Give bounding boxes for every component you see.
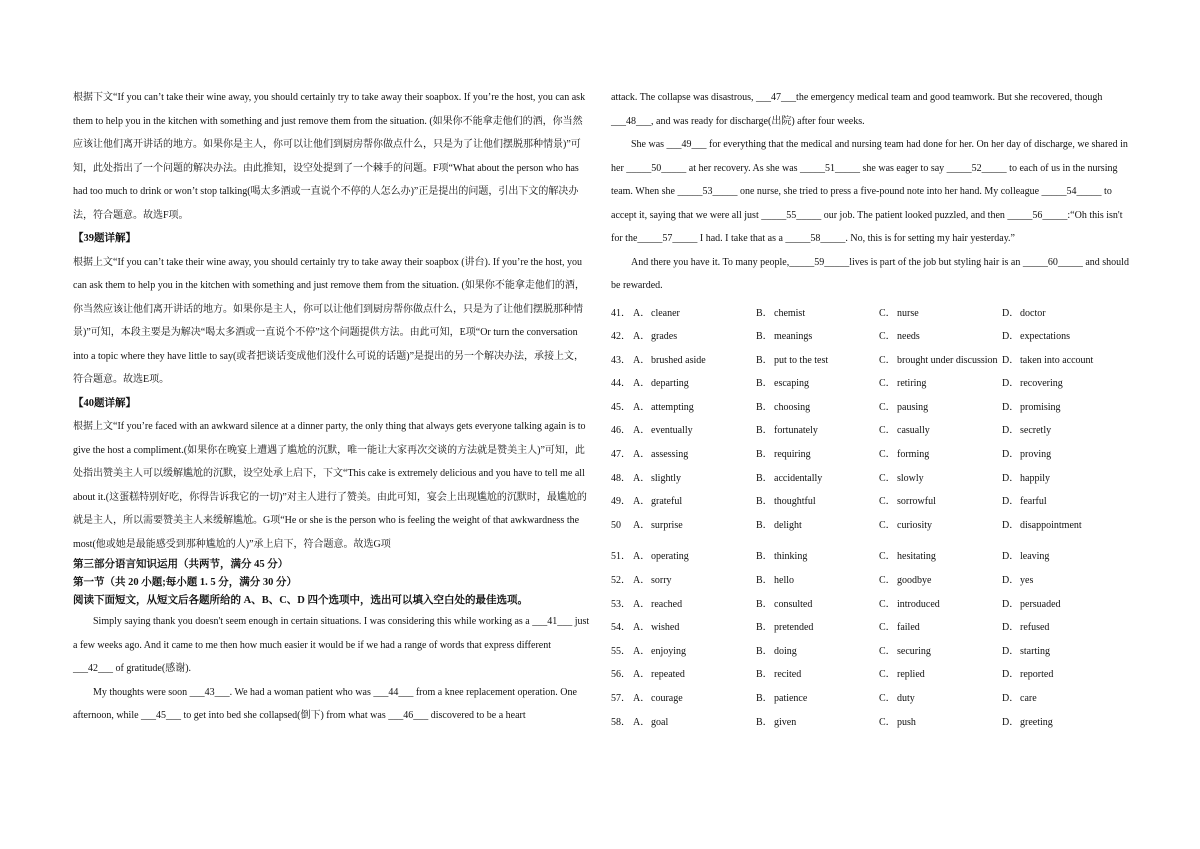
option-b	[756, 640, 879, 664]
option-letter: D．	[1002, 598, 1020, 610]
option-b	[756, 545, 879, 569]
option-letter: A．	[633, 693, 651, 704]
option-letter: B．	[756, 693, 773, 704]
option-c	[879, 663, 1002, 687]
option-text: cleaner	[651, 307, 680, 319]
option-a	[633, 593, 756, 617]
option-text: goal	[651, 716, 669, 728]
explanation-38: 根据下文“If you can’t take their wine away, you should certainly try to take away their soapbox. If you’re the host, you can ask them to help you in the kitchen with something and just remove them from the situation. (如果你不能拿走他们的酒，你当然应该让他们离开讲话的地方。如果你是主人，你可以让他们到厨房帮你做点什么，只是为了让他们摆脱那种情景)”可知，此处指出了一个问题的解决办法。由此推知，设空处提到了一个棘手的问题。F项“What about the person who has had too much to drink or won’t stop talking(喝太多酒或一直说个不停的人怎么办)”正是提出的问题，引出下文的解决办法，符合题意。故选F项。	[73, 92, 586, 221]
question-number: 44．	[611, 378, 631, 390]
option-row	[611, 372, 1131, 396]
option-row	[611, 687, 1131, 711]
option-text: brushed aside	[651, 354, 706, 366]
option-text: needs	[897, 331, 920, 343]
question-number: 43．	[611, 354, 631, 366]
option-letter: D．	[1002, 449, 1020, 461]
option-letter: B．	[756, 519, 773, 531]
option-a	[633, 396, 756, 420]
option-letter: C．	[879, 425, 896, 437]
option-row	[611, 325, 1131, 349]
option-letter: A．	[633, 622, 651, 634]
option-letter: B．	[756, 496, 773, 508]
option-a	[633, 514, 756, 538]
option-text: recited	[774, 669, 802, 681]
option-d	[1002, 663, 1125, 687]
passage-paragraph-4: She was ___49___ for everything that the medical and nursing team had done for her. On her day of discharge, we shared in her _____50_____ at her recovery. As she was _____51_____ she was eager to say _____52_____ to each of us in the nursing team. When she _____53_____ one nurse, she tried to press a five-pound note into her hand. My colleague _____54_____ to accept it, saying that we were all just _____55_____ our job. The patient looked puzzled, and then _____56_____:“Oh this isn't for the_____57_____ I had. I take that as a _____58_____. No, this is for setting my hair yesterday.”	[611, 139, 1128, 244]
option-b	[756, 490, 879, 514]
option-letter: C．	[879, 716, 896, 728]
option-text: curiosity	[897, 519, 932, 531]
option-c	[879, 349, 1002, 373]
option-text: recovering	[1020, 378, 1063, 390]
option-d	[1002, 593, 1125, 617]
option-text: patience	[774, 693, 808, 704]
option-text: put to the test	[774, 354, 829, 366]
question-number: 55．	[611, 645, 631, 657]
option-letter: A．	[633, 575, 651, 587]
option-c	[879, 372, 1002, 396]
option-c	[879, 687, 1002, 711]
option-b	[756, 467, 879, 491]
option-c	[879, 616, 1002, 640]
option-a	[633, 302, 756, 326]
option-text: yes	[1020, 575, 1034, 587]
option-d	[1002, 419, 1125, 443]
option-letter: C．	[879, 622, 896, 634]
option-d	[1002, 640, 1125, 664]
option-d	[1002, 396, 1125, 420]
option-a	[633, 640, 756, 664]
question-number: 56．	[611, 669, 631, 681]
option-a	[633, 325, 756, 349]
option-d	[1002, 514, 1125, 538]
option-text: slowly	[897, 472, 924, 484]
question-number: 58．	[611, 716, 631, 728]
question-number: 57．	[611, 693, 631, 704]
option-d	[1002, 490, 1125, 514]
option-letter: C．	[879, 401, 896, 413]
option-letter: B．	[756, 645, 773, 657]
option-text: replied	[897, 669, 925, 681]
heading-40: 【40题详解】	[73, 397, 136, 409]
option-a	[633, 490, 756, 514]
option-text: persuaded	[1020, 598, 1061, 610]
option-a	[633, 349, 756, 373]
question-number: 49．	[611, 496, 631, 508]
option-b	[756, 687, 879, 711]
option-a	[633, 467, 756, 491]
part-title: 第一节（共 20 小题;每小题 1. 5 分，满分 30 分）	[73, 577, 297, 588]
option-letter: C．	[879, 378, 896, 390]
options-spacer	[611, 537, 1131, 545]
question-number: 45．	[611, 401, 631, 413]
option-text: sorrowful	[897, 496, 936, 508]
option-a	[633, 443, 756, 467]
option-c	[879, 593, 1002, 617]
option-letter: B．	[756, 575, 773, 587]
option-b	[756, 349, 879, 373]
option-text: operating	[651, 551, 689, 563]
passage-paragraph-2: My thoughts were soon ___43___. We had a woman patient who was ___44___ from a knee replacement operation. One afternoon, while ___45___ to get into bed she collapsed(倒下) from what was ___46___ discovered to be a heart	[73, 686, 577, 721]
option-letter: A．	[633, 425, 651, 437]
option-text: proving	[1020, 449, 1052, 461]
question-number: 52．	[611, 575, 631, 587]
options-list	[611, 302, 1131, 735]
option-text: refused	[1020, 622, 1050, 634]
option-row	[611, 616, 1131, 640]
option-a	[633, 372, 756, 396]
option-row	[611, 419, 1131, 443]
option-letter: B．	[756, 331, 773, 343]
option-text: duty	[897, 693, 915, 704]
option-text: thinking	[774, 551, 808, 563]
option-text: courage	[651, 693, 683, 704]
option-b	[756, 443, 879, 467]
passage-paragraph-1: Simply saying thank you doesn't seem enough in certain situations. I was considering this while working as a ___41___ just a few weeks ago. And it came to me then how much easier it would be if we had a range of words that express different ___42___ of gratitude(感谢).	[73, 616, 590, 674]
option-letter: D．	[1002, 551, 1020, 563]
option-letter: D．	[1002, 472, 1020, 484]
option-text: care	[1020, 693, 1037, 704]
heading-39: 【39题详解】	[73, 233, 136, 244]
option-b	[756, 372, 879, 396]
option-c	[879, 514, 1002, 538]
option-text: accidentally	[774, 472, 823, 484]
option-letter: C．	[879, 598, 896, 610]
option-b	[756, 396, 879, 420]
option-text: hesitating	[897, 551, 936, 563]
option-text: delight	[774, 519, 802, 531]
option-letter: D．	[1002, 331, 1020, 343]
option-letter: C．	[879, 354, 896, 366]
option-letter: A．	[633, 716, 651, 728]
option-c	[879, 569, 1002, 593]
option-letter: B．	[756, 669, 773, 681]
option-letter: A．	[633, 331, 651, 343]
option-letter: A．	[633, 401, 651, 413]
option-letter: C．	[879, 496, 896, 508]
option-letter: D．	[1002, 425, 1020, 437]
option-d	[1002, 711, 1125, 735]
left-column	[73, 86, 591, 728]
option-letter: C．	[879, 669, 896, 681]
option-letter: A．	[633, 598, 651, 610]
option-text: push	[897, 716, 916, 728]
option-row	[611, 302, 1131, 326]
question-number: 46．	[611, 425, 631, 437]
option-row	[611, 467, 1131, 491]
option-text: wished	[651, 622, 680, 634]
option-letter: A．	[633, 645, 651, 657]
option-text: repeated	[651, 669, 685, 681]
option-c	[879, 711, 1002, 735]
option-text: eventually	[651, 425, 693, 437]
option-c	[879, 419, 1002, 443]
option-letter: A．	[633, 519, 651, 531]
option-text: failed	[897, 622, 920, 634]
option-letter: D．	[1002, 575, 1020, 587]
option-letter: A．	[633, 378, 651, 390]
option-letter: A．	[633, 551, 651, 563]
option-text: slightly	[651, 472, 682, 484]
question-number: 41．	[611, 307, 631, 319]
option-text: thoughtful	[774, 496, 816, 508]
option-letter: B．	[756, 622, 773, 634]
question-number: 51．	[611, 551, 631, 563]
option-letter: D．	[1002, 401, 1020, 413]
option-d	[1002, 616, 1125, 640]
option-text: surprise	[651, 519, 683, 531]
option-a	[633, 687, 756, 711]
option-text: brought under discussion	[897, 354, 998, 366]
option-b	[756, 663, 879, 687]
option-letter: D．	[1002, 645, 1020, 657]
option-text: assessing	[651, 449, 689, 461]
option-letter: B．	[756, 378, 773, 390]
option-letter: D．	[1002, 693, 1020, 704]
option-text: introduced	[897, 598, 940, 610]
option-text: consulted	[774, 598, 813, 610]
option-row	[611, 711, 1131, 735]
option-letter: B．	[756, 354, 773, 366]
option-letter: A．	[633, 472, 651, 484]
option-text: doctor	[1020, 307, 1046, 319]
option-a	[633, 711, 756, 735]
option-text: attempting	[651, 401, 694, 413]
option-d	[1002, 687, 1125, 711]
option-text: enjoying	[651, 645, 686, 657]
option-c	[879, 325, 1002, 349]
option-b	[756, 711, 879, 735]
option-a	[633, 545, 756, 569]
option-text: promising	[1020, 401, 1061, 413]
option-b	[756, 616, 879, 640]
option-letter: D．	[1002, 519, 1020, 531]
question-number: 47．	[611, 449, 631, 461]
option-text: goodbye	[897, 575, 932, 587]
option-d	[1002, 302, 1125, 326]
option-letter: B．	[756, 449, 773, 461]
option-text: escaping	[774, 378, 809, 390]
option-letter: B．	[756, 401, 773, 413]
option-b	[756, 419, 879, 443]
option-b	[756, 325, 879, 349]
option-text: sorry	[651, 575, 672, 587]
option-a	[633, 616, 756, 640]
option-letter: A．	[633, 449, 651, 461]
option-letter: B．	[756, 425, 773, 437]
option-text: happily	[1020, 472, 1050, 484]
option-text: fearful	[1020, 496, 1047, 508]
option-text: chemist	[774, 307, 806, 319]
option-b	[756, 593, 879, 617]
option-row	[611, 514, 1131, 538]
option-letter: A．	[633, 669, 651, 681]
option-row	[611, 443, 1131, 467]
option-text: retiring	[897, 378, 927, 390]
option-letter: C．	[879, 519, 896, 531]
option-text: pausing	[897, 401, 929, 413]
option-c	[879, 467, 1002, 491]
option-letter: D．	[1002, 378, 1020, 390]
option-letter: D．	[1002, 354, 1020, 366]
option-c	[879, 302, 1002, 326]
right-column	[611, 86, 1131, 734]
option-row	[611, 640, 1131, 664]
option-text: given	[774, 716, 797, 728]
option-c	[879, 545, 1002, 569]
option-a	[633, 419, 756, 443]
option-letter: C．	[879, 693, 896, 704]
option-letter: B．	[756, 598, 773, 610]
option-d	[1002, 569, 1125, 593]
explanation-39: 根据上文“If you can’t take their wine away, you should certainly try to take away their soapbox (讲台). If you’re the host, you can ask them to help you in the kitchen with something and just remove them from the situation. (如果你不能拿走他们的酒，你当然应该让他们离开讲话的地方。如果你是主人，你可以让他们到厨房帮你做点什么，只是为了让他们摆脱那种情景)”可知，本段主要是为解决“喝太多酒或一直说个不停”这个问题提供方法。由此可知，E项“Or turn the conversation into a topic where they have little to say(或者把谈话变成他们没什么可说的话题)”是提出的另一个解决办法，承接上文，符合题意。故选E项。	[73, 256, 585, 385]
option-letter: B．	[756, 716, 773, 728]
question-number: 54．	[611, 622, 631, 634]
question-number: 53．	[611, 598, 631, 610]
option-row	[611, 663, 1131, 687]
option-letter: D．	[1002, 622, 1020, 634]
option-row	[611, 569, 1131, 593]
question-number: 50	[611, 519, 621, 531]
option-text: doing	[774, 645, 797, 657]
option-text: hello	[774, 575, 794, 587]
option-text: meanings	[774, 331, 813, 343]
option-text: securing	[897, 645, 931, 657]
option-b	[756, 302, 879, 326]
question-number: 48．	[611, 472, 631, 484]
option-b	[756, 569, 879, 593]
option-letter: A．	[633, 307, 651, 319]
option-row	[611, 490, 1131, 514]
option-letter: C．	[879, 331, 896, 343]
option-letter: B．	[756, 551, 773, 563]
option-c	[879, 490, 1002, 514]
option-text: reached	[651, 598, 683, 610]
option-text: departing	[651, 378, 689, 390]
option-text: starting	[1020, 645, 1050, 657]
option-c	[879, 396, 1002, 420]
option-c	[879, 443, 1002, 467]
option-text: reported	[1020, 669, 1054, 681]
option-text: grades	[651, 331, 678, 343]
option-letter: C．	[879, 575, 896, 587]
option-text: secretly	[1020, 425, 1052, 437]
option-text: nurse	[897, 307, 919, 319]
option-text: requiring	[774, 449, 811, 461]
instructions: 阅读下面短文，从短文后各题所给的 A、B、C、D 四个选项中，选出可以填入空白处的最佳选项。	[73, 595, 528, 606]
option-b	[756, 514, 879, 538]
option-letter: C．	[879, 449, 896, 461]
option-text: expectations	[1020, 331, 1070, 343]
option-d	[1002, 372, 1125, 396]
option-d	[1002, 443, 1125, 467]
option-letter: C．	[879, 551, 896, 563]
option-text: taken into account	[1020, 354, 1094, 366]
option-row	[611, 349, 1131, 373]
explanation-40: 根据上文“If you’re faced with an awkward silence at a dinner party, the only thing that always gets everyone talking again is to give the host a compliment.(如果你在晚宴上遭遇了尴尬的沉默，唯一能让大家再次交谈的方法就是赞美主人)”可知，此处指出赞美主人可以缓解尴尬的沉默，设空处承上启下，下文“This cake is extremely delicious and you have to tell me all about it.(这蛋糕特别好吃，你得告诉我它的一切)”对主人进行了赞美。由此可知，宴会上出现尴尬的沉默时，最尴尬的就是主人，所以需要赞美主人来缓解尴尬。G项“He or she is the person who is feeling the weight of that awkwardness the most(他或她是最能感受到那种尴尬的人)”承上启下，符合题意。故选G项	[73, 421, 587, 550]
option-letter: B．	[756, 472, 773, 484]
option-text: greeting	[1020, 716, 1053, 728]
option-text: pretended	[774, 622, 814, 634]
option-letter: C．	[879, 645, 896, 657]
option-text: forming	[897, 449, 930, 461]
option-d	[1002, 349, 1125, 373]
option-letter: A．	[633, 354, 651, 366]
option-d	[1002, 467, 1125, 491]
option-row	[611, 545, 1131, 569]
option-text: grateful	[651, 496, 683, 508]
option-letter: D．	[1002, 669, 1020, 681]
option-text: choosing	[774, 401, 811, 413]
option-a	[633, 569, 756, 593]
option-letter: C．	[879, 307, 896, 319]
option-c	[879, 640, 1002, 664]
option-a	[633, 663, 756, 687]
passage-paragraph-5: And there you have it. To many people,_____59_____lives is part of the job but styling hair is an _____60_____ and should be rewarded.	[611, 256, 1129, 291]
option-row	[611, 593, 1131, 617]
option-text: disappointment	[1020, 519, 1082, 531]
option-row	[611, 396, 1131, 420]
option-d	[1002, 325, 1125, 349]
option-text: leaving	[1020, 551, 1050, 563]
option-letter: C．	[879, 472, 896, 484]
option-text: fortunately	[774, 425, 818, 437]
option-d	[1002, 545, 1125, 569]
section-title: 第三部分语言知识运用（共两节，满分 45 分）	[73, 559, 289, 570]
passage-paragraph-3: attack. The collapse was disastrous, ___47___the emergency medical team and good teamwork. But she recovered, though ___48___, and was ready for discharge(出院) after four weeks.	[611, 92, 1103, 127]
option-letter: D．	[1002, 307, 1020, 319]
question-number: 42．	[611, 331, 631, 343]
option-letter: D．	[1002, 716, 1020, 728]
option-letter: D．	[1002, 496, 1020, 508]
option-letter: A．	[633, 496, 651, 508]
option-letter: B．	[756, 307, 773, 319]
option-text: casually	[897, 425, 930, 437]
